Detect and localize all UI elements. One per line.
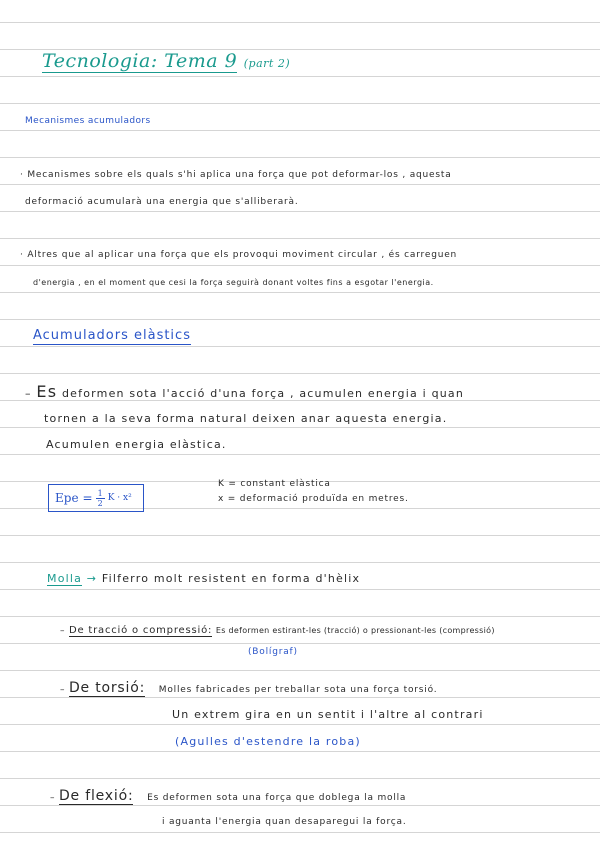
item-flexio-label: De flexió: — [58, 788, 134, 804]
para2-line1: · Altres que al aplicar una força que els provoqui moviment circular , és carreguen — [20, 250, 458, 260]
item-torsio-text: Molles fabricades per treballar sota una força torsió. — [158, 685, 438, 695]
molla-item-flexio: – De flexió: Es deformen sota una força que doblega la molla — [50, 788, 407, 804]
molla-text: Filferro molt resistent en forma d'hèlix — [101, 572, 361, 585]
page-title — [42, 50, 290, 72]
formula-lhs: Epe — [55, 491, 79, 505]
legend-x: x = deformació produïda en metres. — [218, 494, 409, 504]
title-part: (part 2) — [243, 57, 291, 70]
example-agulles: (Agulles d'estendre la roba) — [175, 735, 361, 748]
item-traccio-text: Es deformen estirant-les (tracció) o pressionant-les (compressió) — [215, 626, 495, 635]
title-main: Tecnologia: Tema 9 — [42, 50, 238, 72]
arrow-icon: → — [86, 572, 98, 585]
para3-line2: tornen a la seva forma natural deixen anar aquesta energia. — [44, 412, 448, 425]
item-flexio-text2: i aguanta l'energia quan desaparegui la força. — [162, 817, 407, 827]
para3-cap: Es — [36, 382, 58, 401]
para3-line1-text: deformen sota l'acció d'una força , acumulen energia i quan — [61, 387, 465, 400]
para1-line2: deformació acumularà una energia que s'alliberarà. — [25, 197, 299, 207]
item-flexio-text: Es deformen sota una força que doblega la molla — [147, 793, 407, 803]
formula-num: 1 — [97, 488, 103, 498]
molla-line — [47, 572, 360, 585]
formula-den: 2 — [97, 498, 103, 508]
formula-box — [48, 484, 144, 512]
item-torsio-text2: Un extrem gira en un sentit i l'altre al contrari — [172, 708, 484, 721]
formula-rhs: K · x² — [107, 493, 132, 503]
legend-k: K = constant elàstica — [218, 479, 331, 489]
para3-line1 — [25, 382, 464, 401]
para3-line3: Acumulen energia elàstica. — [46, 438, 227, 451]
item-traccio-label: De tracció o compressió: — [68, 625, 213, 636]
molla-item-traccio: – De tracció o compressió: Es deformen estirant-les (tracció) o pressionant-les (compressió) — [60, 625, 495, 636]
section-heading-mecanismes: Mecanismes acumuladors — [25, 116, 151, 126]
molla-item-torsio: – De torsió: Molles fabricades per treballar sota una força torsió. — [60, 680, 438, 696]
section-heading-elastics: Acumuladors elàstics — [33, 328, 191, 343]
formula-eq: = — [82, 491, 93, 505]
molla-label: Molla — [47, 572, 83, 585]
para3-dash: – — [25, 387, 32, 400]
para2-line2: d'energia , en el moment que cesi la força seguirà donant voltes fins a esgotar l'energia. — [33, 278, 434, 287]
para1-line1: · Mecanismes sobre els quals s'hi aplica una força que pot deformar-los , aquesta — [20, 170, 452, 180]
example-boligraf: (Bolígraf) — [248, 647, 298, 657]
formula-fraction — [96, 489, 105, 508]
item-torsio-label: De torsió: — [68, 680, 146, 696]
